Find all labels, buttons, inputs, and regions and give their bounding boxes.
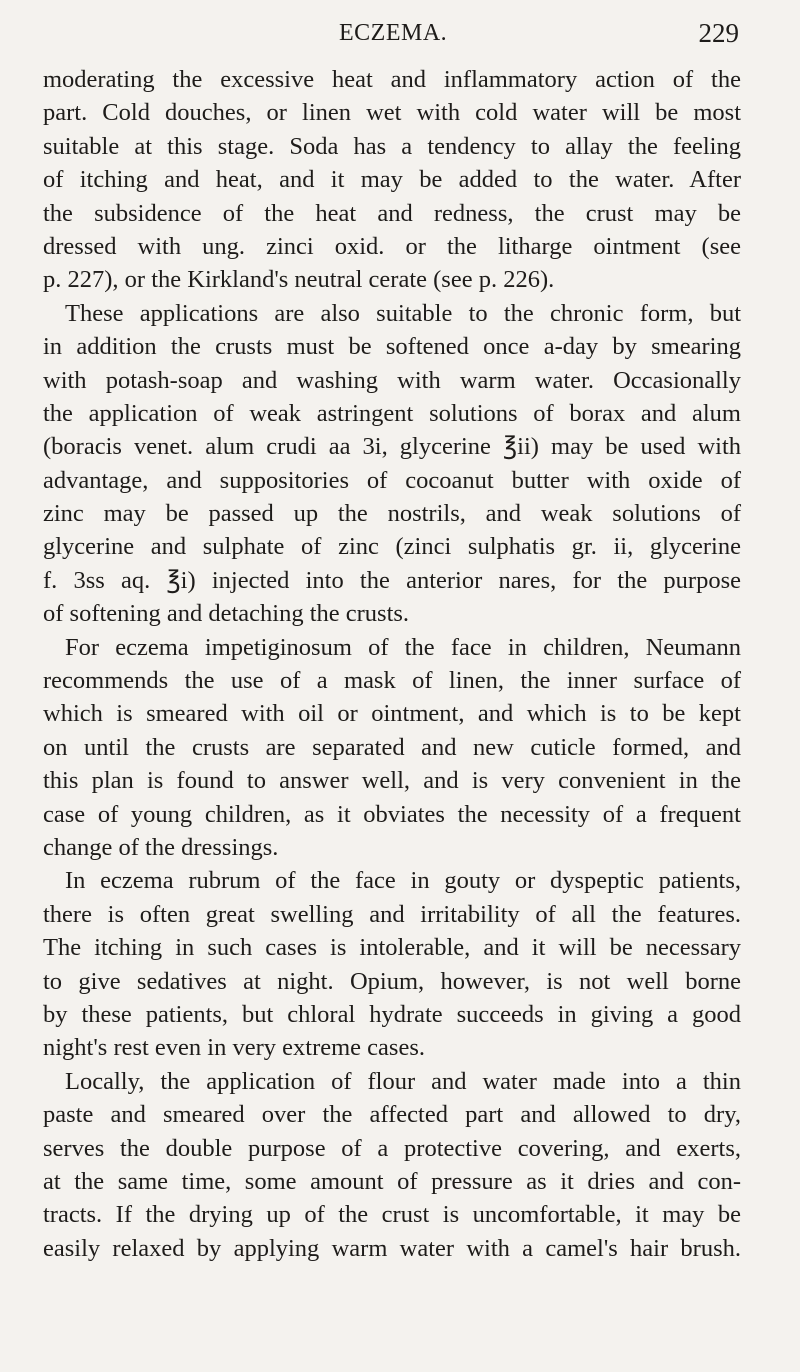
text-line: on until the crusts are separated and new cuticle formed, and xyxy=(43,733,741,761)
text-line: These applications are also suitable to the chronic form, but xyxy=(65,299,741,327)
text-line: advantage, and suppositories of cocoanut butter with oxide of xyxy=(43,466,741,494)
text-line: paste and smeared over the affected part and allowed to dry, xyxy=(43,1101,741,1129)
text-line: of softening and detaching the crusts. xyxy=(43,600,410,628)
text-line: For eczema impetiginosum of the face in children, Neumann xyxy=(65,633,741,661)
text-line: part. Cold douches, or linen wet with cold water will be most xyxy=(43,99,741,127)
text-line: by these patients, but chloral hydrate succeeds in giving a good xyxy=(43,1000,741,1028)
text-line: The itching in such cases is intolerable, and it will be necessary xyxy=(43,934,741,962)
text-line: the application of weak astringent solutions of borax and alum xyxy=(43,399,741,427)
text-line: this plan is found to answer well, and is very convenient in the xyxy=(43,767,741,795)
text-line: glycerine and sulphate of zinc (zinci sulphatis gr. ii, glycerine xyxy=(43,533,741,561)
text-line: easily relaxed by applying warm water with a camel's hair brush. xyxy=(43,1234,741,1262)
text-line: f. 3ss aq. ℥i) injected into the anterior nares, for the purpose xyxy=(43,566,741,594)
running-title: ECZEMA. xyxy=(339,20,448,46)
page-number: 229 xyxy=(698,18,739,48)
text-line: the subsidence of the heat and redness, the crust may be xyxy=(43,199,741,227)
text-line: with potash-soap and washing with warm water. Occasionally xyxy=(43,366,741,394)
text-line: p. 227), or the Kirkland's neutral cerate (see p. 226). xyxy=(43,266,555,294)
text-line: there is often great swelling and irritability of all the features. xyxy=(43,900,741,928)
text-line: Locally, the application of flour and water made into a thin xyxy=(65,1067,741,1095)
text-line: in addition the crusts must be softened once a-day by smearing xyxy=(43,333,741,361)
text-line: serves the double purpose of a protective covering, and exerts, xyxy=(43,1134,741,1162)
text-line: of itching and heat, and it may be added to the water. After xyxy=(43,166,741,194)
text-line: to give sedatives at night. Opium, however, is not well borne xyxy=(43,967,741,995)
text-line: night's rest even in very extreme cases. xyxy=(43,1034,425,1062)
text-line: (boracis venet. alum crudi aa 3i, glycerine ℥ii) may be used with xyxy=(43,433,741,461)
text-line: which is smeared with oil or ointment, and which is to be kept xyxy=(43,700,741,728)
body-text xyxy=(43,63,741,1265)
text-line: suitable at this stage. Soda has a tendency to allay the feeling xyxy=(43,132,741,160)
running-head xyxy=(339,20,739,50)
text-line: zinc may be passed up the nostrils, and weak solutions of xyxy=(43,500,741,528)
text-line: case of young children, as it obviates the necessity of a frequent xyxy=(43,800,741,828)
text-line: recommends the use of a mask of linen, the inner surface of xyxy=(43,667,741,695)
text-line: moderating the excessive heat and inflammatory action of the xyxy=(43,66,741,93)
text-line: In eczema rubrum of the face in gouty or dyspeptic patients, xyxy=(65,867,741,895)
text-line: tracts. If the drying up of the crust is uncomfortable, it may be xyxy=(43,1201,741,1229)
text-line: at the same time, some amount of pressure as it dries and con- xyxy=(43,1167,741,1195)
text-line: dressed with ung. zinci oxid. or the litharge ointment (see xyxy=(43,232,741,260)
text-line: change of the dressings. xyxy=(43,833,279,861)
